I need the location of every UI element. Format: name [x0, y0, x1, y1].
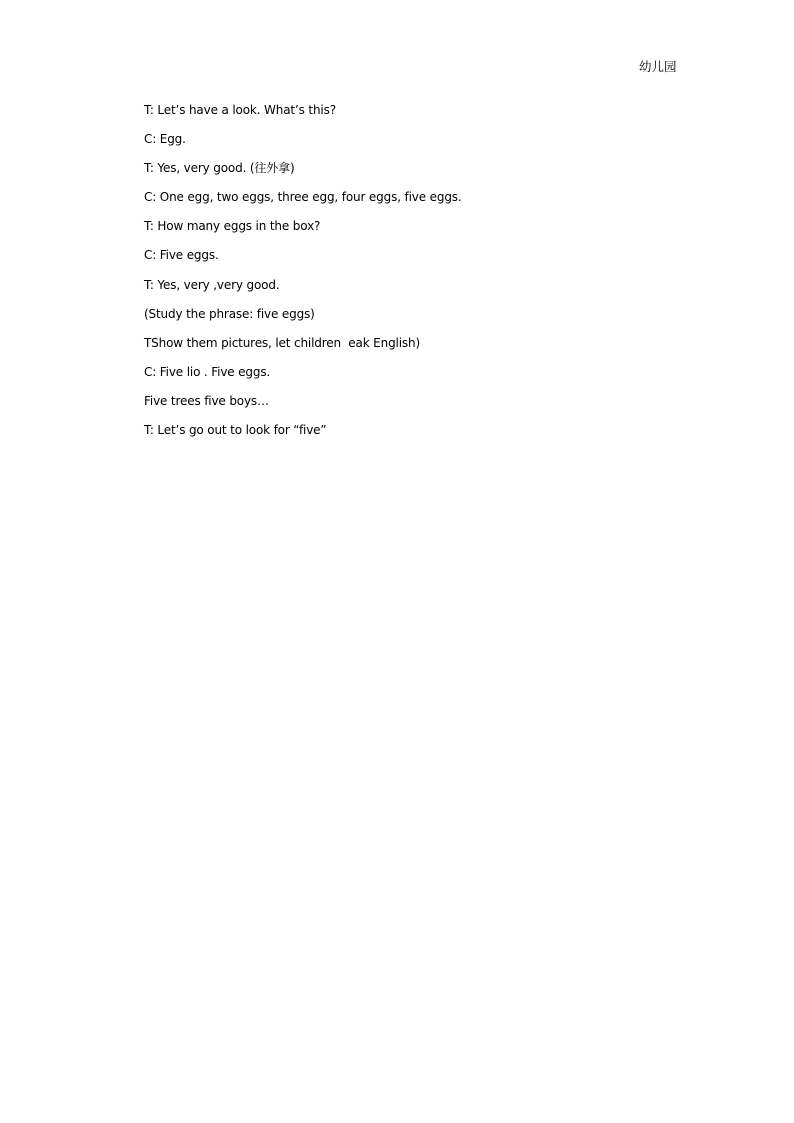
dialogue-line: T: Yes, very ,very good. [144, 277, 280, 292]
dialogue-line: T: Let’s go out to look for “five” [144, 423, 327, 438]
dialogue-line: C: Five eggs. [144, 248, 219, 263]
dialogue-line: TShow them pictures, let children eak English) [144, 335, 420, 350]
dialogue-line: T: Yes, very good. (往外拿) [144, 161, 295, 176]
dialogue-line: C: Five lio . Five eggs. [144, 364, 271, 379]
dialogue-line: T: Let’s have a look. What’s this? [144, 103, 336, 117]
dialogue-line: T: How many eggs in the box? [144, 219, 321, 234]
dialogue-line: C: One egg, two eggs, three egg, four eggs, five eggs. [144, 190, 462, 205]
page-header: 幼儿园 [639, 59, 677, 74]
dialogue-body [144, 102, 664, 451]
dialogue-line: Five trees five boys… [144, 393, 269, 408]
dialogue-line: C: Egg. [144, 132, 186, 147]
dialogue-line: (Study the phrase: five eggs) [144, 306, 315, 321]
